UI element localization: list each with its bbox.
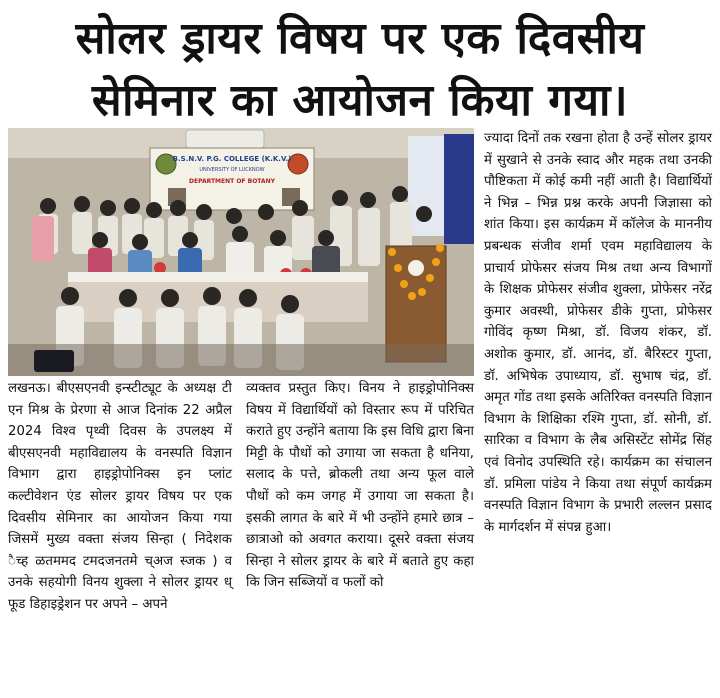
article-column-3	[484, 128, 712, 538]
headline-line-1: सोलर ड्रायर विषय पर एक दिवसीय	[75, 13, 645, 64]
article-paragraph-1: लखनऊ। बीएसएनवी इन्स्टीट्यूट के अध्यक्ष टी एन मिश्र के प्रेरणा से आज दिनांक 22 अप्रैल 2024 विश्व पृथ्वी दिवस के उपलक्ष्य में बीएसएनवी महाविद्यालय के वनस्पति विज्ञान विभाग द्वारा हाइड्रोपोनिक्स इन प्लांट कल्टीवेशन एंड सोलर ड्रायर विषय पर एक दिवसीय सेमिनार का आयोजन किया गया जिसमें मुख्य वक्ता संजय सिन्हा ( निदेशक ैच्ह ळतममद टमदजनतमे च्अज स्जक ) व उनके सहयोगी विनय शुक्ला ने सोलर ड्रायर ध् फूड डिहाइड्रेशन पर अपने – अपने	[8, 381, 232, 612]
banner-college: B.S.N.V. P.G. COLLEGE (K.K.V.)	[172, 155, 292, 163]
event-photo	[8, 128, 474, 376]
banner-university: UNIVERSITY OF LUCKNOW	[199, 167, 265, 173]
banner-department: DEPARTMENT OF BOTANY	[189, 178, 275, 185]
headline	[0, 8, 720, 132]
article-paragraph-3: ज्यादा दिनों तक रखना होता है उन्हें सोलर ड्रायर में सुखाने से उनके स्वाद और महक तथा उनकी पौष्टिकता में कोई कमी नहीं आती है। विद्यार्थियों ने भिन्न – भिन्न प्रश्न करके अपनी जिज्ञासा को शांत किया। इस कार्यक्रम में कॉलेज के माननीय प्रबन्धक संजीव शर्मा एवम महाविद्यालय के प्राचार्य प्रोफेसर संजय मिश्र तथा अन्य विभागों के शिक्षक प्रोफेसर संजीव शुक्ला, प्रोफेसर नरेंद्र कुमार अवस्थी, प्रोफेसर डीके गुप्ता, प्रोफेसर गोविंद कृष्ण मिश्रा, डॉ. विजय शंकर, डॉ. अशोक कुमार, डॉ. आनंद, डॉ. बैरिस्टर गुप्ता, डॉ. अभिषेक उपाध्याय, डॉ. सुभाष चंद्र, डॉ. अमृत गोंड तथा इसके अतिरिक्त वनस्पति विज्ञान विभाग के शिक्षिका रश्मि गुप्ता, डॉ. सोनी, डॉ. सारिका व विभाग के लैब असिस्टेंट सोमेंद्र सिंह एवं विनोद उपस्थिति रहे। कार्यक्रम का संचालन डॉ. प्रमिला पांडेय ने किया तथा संपूर्ण कार्यक्रम वनस्पति विज्ञान विभाग के प्रभारी लल्लन प्रसाद के मार्गदर्शन में संपन्न हुआ।	[484, 131, 712, 535]
headline-line-2: सेमिनार का आयोजन किया गया।	[91, 75, 629, 126]
previous-article-cutoff	[180, 0, 700, 4]
article-column-2	[246, 378, 474, 594]
next-article-cutoff	[0, 684, 720, 698]
article-paragraph-2: व्यक्तव प्रस्तुत किए। विनय ने हाइड्रोपोनिक्स विषय में विद्यार्थियों को विस्तार रूप में परिचित कराते हुए उन्होंने बताया कि इस विधि द्वारा बिना मिट्टी के पौधों को उगाया जा सकता है धनिया, सलाद के पत्ते, ब्रोकली तथा अन्य फूल वाले पौधों को कम जगह में उगाया जा सकता है। इसकी लागत के बारे में भी उन्होंने हमारे छात्र – छात्राओ को अवगत कराया। दूसरे वक्ता संजय सिन्हा ने सोलर ड्रायर के बारे में बताते हुए कहा कि जिन सब्जियों व फलों को	[246, 381, 474, 591]
article-column-1	[8, 378, 232, 616]
